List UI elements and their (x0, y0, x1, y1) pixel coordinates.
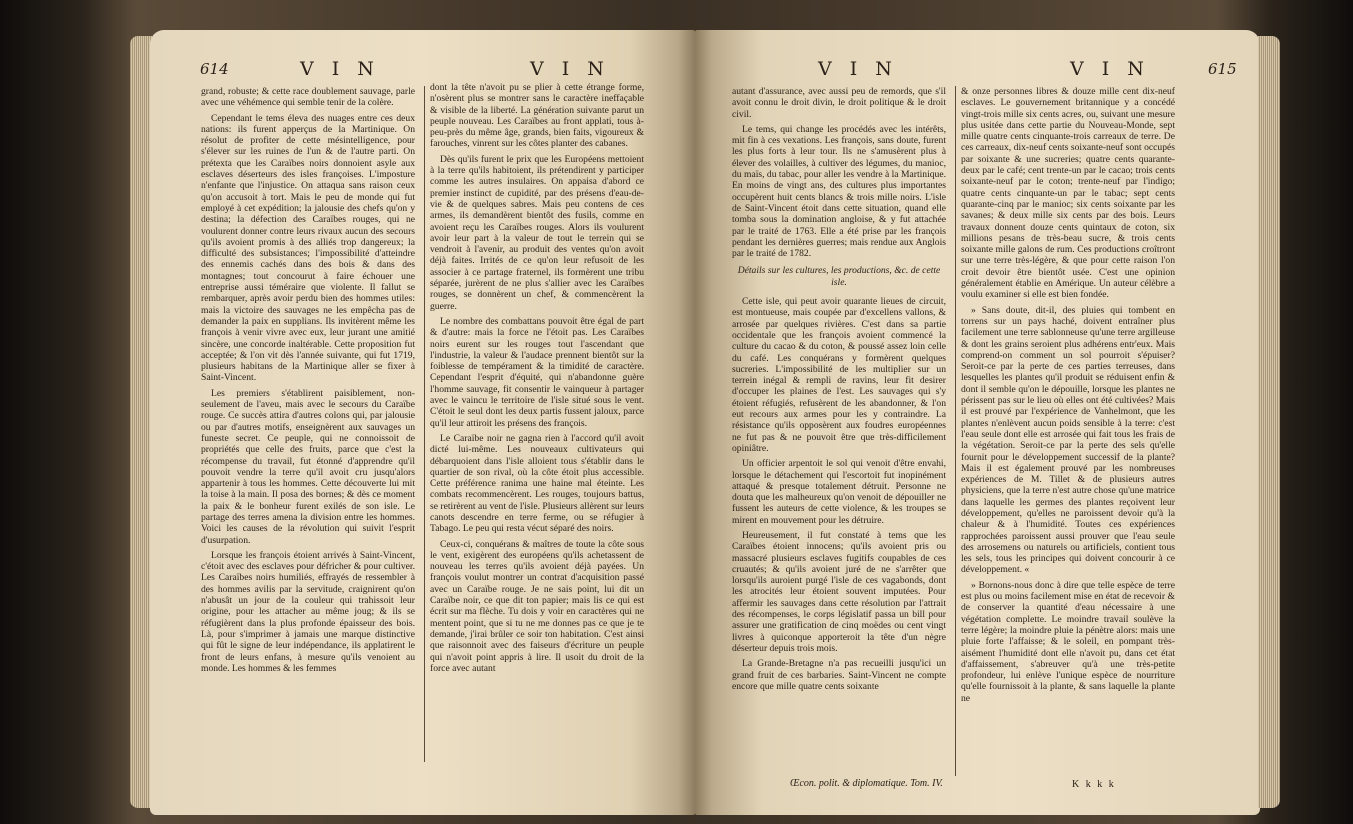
left-page-column-1 (201, 86, 415, 678)
paragraph: Le nombre des combattans pouvoit être égal de part & d'autre: mais la force ne l'étoit pas. Les Caraïbes noirs eurent sur les rouges tout l'ascendant que l'industrie, la valeur & l'audace prennent bientôt sur la foiblesse de tempérament & la timidité de caractère. Cependant l'esprit d'équité, qui n'abandonne guère l'homme sauvage, fit consentir le vainqueur à partager avec le vaincu le territoire de l'isle situé sous le vent. C'étoit le seul dont les deux partis fussent jaloux, parce qu'il leur attiroit les présens des françois. (430, 315, 644, 429)
paragraph: Cependant le tems éleva des nuages entre ces deux nations: ils furent apperçus de la Martinique. On résolut de profiter de cette mésintelligence, pour s'élever sur les ruines de l'un & de l'autre parti. On prétexta que les Caraïbes noirs donnoient asyle aux esclaves déserteurs des isles françoises. L'imposture n'enfante que l'injustice. On attaqua sans raison ceux qu'on accusoit à tort. Mais le peu de monde qui fut employé à cet expédition; la jalousie des chefs qu'on y destina; la défection des Caraïbes rouges, qui ne voulurent donner contre leurs rivaux aucun des secours qu'ils avoient promis à des alliés trop dangereux; la difficulté des subsistances; l'impossibilité d'atteindre des ennemis cachés dans des bois & dans des montagnes; tout concourut à faire échouer une entreprise aussi téméraire que violente. Il fallut se rembarquer, après avoir perdu bien des hommes utiles: mais la victoire des sauvages ne les empêcha pas de demander la paix en supplians. Ils invitèrent même les françois à venir vivre avec eux, leur jurant une amitié sincère, une concorde inaltérable. Cette proposition fut acceptée; & l'on vit dès l'année suivante, qui fut 1719, plusieurs habitans de la Martinique aller se fixer à Saint-Vincent. (201, 112, 415, 384)
left-page-edges (130, 36, 152, 808)
paragraph: Le Caraïbe noir ne gagna rien à l'accord qu'il avoit dicté lui-même. Les nouveaux cultivateurs qui débarquoient dans l'isle alloient tous s'établir dans le quartier de son rival, où la côte étoit plus accessible. Cette préférence ranima une haine mal éteinte. Les combats recommencèrent. Les rouges, toujours battus, se retirèrent au vent de l'isle. Plusieurs allèrent sur leurs canots descendre en terre ferme, ou se réfugier à Tabago. Le peu qui resta vécut séparé des noirs. (430, 432, 644, 535)
right-running-head (818, 58, 1278, 88)
paragraph: Un officier arpentoit le sol qui venoit d'être envahi, lorsque le détachement qui l'escortoit fut inopinément attaqué & presque totalement détruit. Personne ne douta que les malheureux qu'on venoit de dépouiller ne fussent les auteurs de cette violence, & les troupes se mirent en mouvement pour les détruire. (732, 458, 946, 526)
left-running-title: V I N (300, 58, 380, 80)
paragraph: Dès qu'ils furent le prix que les Européens mettoient à la terre qu'ils habitoient, ils prétendirent y participer comme les autres insulaires. On appaisa d'abord ce premier instinct de cupidité, par des présens d'eau-de-vie & de quelques sabres. Mais peu contens de ces armes, ils demandèrent bientôt des fusils, comme en avoient reçu les Caraïbes rouges. Alors ils voulurent avoir leur part à la valeur de tout le terrein qui se vendroit à l'avenir, au produit des ventes qu'on avoit déjà faites. Irrités de ce qu'on leur refusoit de les associer à ce partage fraternel, ils formèrent une tribu séparée, jurèrent de ne plus s'allier avec les Caraïbes rouges, se donnèrent un chef, & commencèrent la guerre. (430, 153, 644, 312)
paragraph: dont la tête n'avoit pu se plier à cette étrange forme, n'osèrent plus se montrer sans le caractère ineffaçable & visible de la liberté. La génération suivante parut un peuple nouveau. Les Caraïbes au front applati, tous à-peu-près du même âge, grands, bien faits, vigoureux & farouches, vinrent sur les côtes planter des cabanes. (430, 82, 644, 150)
paragraph: Heureusement, il fut constaté à tems que les Caraïbes étoient innocens; qu'ils avoient pris ou massacré plusieurs esclaves fugitifs coupables de ces cruautés; & qu'ils avoient juré de ne s'arrêter que lorsqu'ils auroient purgé l'isle de ces vagabonds, dont les atrocités leur étoient souvent imputées. Pour affermir les sauvages dans cette résolution par l'attrait des récompenses, le corps législatif passa un bill pour assurer une gratification de cinq moëdes ou cent vingt livres à quiconque apporteroit la tête d'un nègre déserteur depuis trois mois. (732, 529, 946, 654)
paragraph: Cette isle, qui peut avoir quarante lieues de circuit, est montueuse, mais coupée par d'excellens vallons, & arrosée par quelques rivières. C'est dans sa partie occidentale que les françois avoient commencé la culture du cacao & du coton, & poussé assez loin celle du café. Les conquérans y formèrent quelques sucreries. L'impossibilité de les multiplier sur un terrein inégal & rempli de ravins, leur fit desirer d'occuper les plaines de l'est. Les sauvages qui s'y étoient réfugiés, refusèrent de les abandonner, & l'on eut recours aux armes pour les y contraindre. La résistance qu'ils opposèrent aux foudres européennes ne fut pas & ne pouvoit être que très-difficilement opiniâtre. (732, 296, 946, 454)
left-column-rule (424, 86, 425, 762)
right-running-title: V I N (818, 58, 898, 80)
right-column-rule (955, 86, 956, 776)
paragraph: Les premiers s'établirent paisiblement, non-seulement de l'aveu, mais avec le secours du Caraïbe rouge. Ce succès attira d'autres colons qui, par jalousie ou par d'autres motifs, enseignèrent aux sauvages un funeste secret. Ce peuple, qui ne connoissoit de propriétés que celle des fruits, parce que c'est la récompense du travail, fut étonné d'apprendre qu'il pouvoit vendre la terre qu'il avoit cru jusqu'alors appartenir à tous les hommes. Cette découverte lui mit la toise à la main. Il posa des bornes; & dès ce moment la paix & le bonheur furent exilés de son isle. Le partage des terres amena la division entre les hommes. Voici les causes de la révolution qui suivit l'esprit d'usurpation. (201, 387, 415, 546)
paragraph: & onze personnes libres & douze mille cent dix-neuf esclaves. Le gouvernement britannique y a concédé vingt-trois mille six cents acres, ou, suivant une mesure plus usitée dans cette partie du Nouveau-Monde, sept mille quatre cents cinquante-trois carreaux de terre. De ces carreaux, dix-neuf cents soixante-neuf sont occupés par soixante & une sucreries; quatre cents quarante-deux par le café; cent trente-un par le cacao; trois cents soixante-neuf par le coton; trente-neuf par l'indigo; quatre cents cinquante-un par le tabac; sept cents quarante-cinq par le manioc; six cents soixante par les savanes; & deux mille six cents par des bois. Leurs travaux donnent douze cents quintaux de coton, six millions pesans de très-beau sucre, & trois cents soixante mille galons de rum. Ces productions croîtront sur une terre très-légère, & que pour cette raison l'on croit devoir être bientôt usée. C'est une opinion généralement établie en Amérique. Un auteur célèbre a voulu examiner si elle est bien fondée. (961, 86, 1175, 301)
paragraph: Lorsque les françois étoient arrivés à Saint-Vincent, c'étoit avec des esclaves pour défricher & pour cultiver. Les Caraïbes noirs humiliés, effrayés de ressembler à des hommes avilis par la servitude, craignirent qu'on n'abusât un jour de la couleur qui trahissoit leur origine, pour les attacher au même joug; & ils se réfugièrent dans la plus profonde épaisseur des bois. Là, pour s'imprimer à jamais une marque distinctive qui fût le signe de leur indépendance, ils applatirent le front de leurs enfans, à mesure qu'ils venoient au monde. Les hommes & les femmes (201, 549, 415, 674)
right-page-column-2 (961, 86, 1175, 708)
paragraph: » Sans doute, dit-il, des pluies qui tombent en torrens sur un pays haché, doivent entraîner plus facilement une terre sablonneuse qu'une terre argilleuse & dont les grains seroient plus adhérens entr'eux. Mais comprend-on comment un sol pourroit s'épuiser? Seroit-ce par la perte de ces parties terreuses, dans lesquelles les plantes qu'il produit se réduisent enfin & dont il semble qu'on le dépouille, lorsque les plantes ne périssent pas sur le lieu où elles ont été cultivées? Mais il est prouvé par l'expérience de Vanhelmont, que les plantes n'enlèvent aucun poids sensible à la terre: c'est l'eau seule dont elle est arrosée qui fait tous les frais de la végétation. Seroit-ce par la perte des sels qu'elle fournit pour le développement successif de la plante? Mais il est également prouvé par les nombreuses expériences de M. Tillet & de plusieurs autres physiciens, que la terre n'est autre chose qu'une matrice dans laquelle les germes des plantes reçoivent leur développement, qu'elles ne paroissent devoir qu'à la chaleur & à l'humidité. Toutes ces expériences rapprochées paroissent aussi prouver que l'eau seule des arrosemens ou naturels ou artificiels, contient tous les sels, tous les principes qui doivent concourir à ce développement. « (961, 304, 1175, 576)
paragraph: grand, robuste; & cette race doublement sauvage, parle avec une véhémence qui semble tenir de la colère. (201, 86, 415, 109)
right-page-column-1 (732, 86, 946, 696)
paragraph: Le tems, qui change les procédés avec les intérêts, mit fin à ces vexations. Les françois, sans doute, furent les plus forts à leur tour. Ils ne s'amusèrent plus à élever des volailles, à cultiver des légumes, du manioc, du maïs, du tabac, pour aller les vendre à la Martinique. En moins de vingt ans, des cultures plus importantes occupèrent huit cents blancs & trois mille noirs. L'isle de Saint-Vincent étoit dans cette situation, quand elle tomba sous la domination angloise, & y fut attachée par le traité de 1763. Elle a été prise par les françois pendant les dernières guerres; mais rendue aux Anglois par le traité de 1782. (732, 123, 946, 260)
signature-mark: K k k k (1072, 779, 1116, 790)
section-subheading: Détails sur les cultures, les productions, &c. de cette isle. (737, 265, 941, 288)
left-column-title: V I N (530, 58, 610, 80)
paragraph: autant d'assurance, avec aussi peu de remords, que s'il avoit connu le droit divin, le droit politique & le droit civil. (732, 86, 946, 120)
paragraph: Ceux-ci, conquérans & maîtres de toute la côte sous le vent, exigèrent des européens qu'ils achetassent de nouveau les terres qu'ils avoient déjà payées. Un françois voulut montrer un contrat d'acquisition passé avec un Caraïbe rouge. Je ne sais point, lui dit un Caraïbe noir, ce que dit ton papier; mais lis ce qui est écrit sur ma flèche. Tu dois y voir en caractères qui ne mentent point, que si tu ne me donnes pas ce que je te demande, j'irai brûler ce soir ton habitation. C'est ainsi que raisonnoit avec des faiseurs d'écriture un peuple qui n'avoit point appris à lire. Il usoit du droit de la force avec autant (430, 538, 644, 674)
left-page-number: 614 (200, 60, 229, 78)
right-page-edges (1258, 36, 1280, 808)
right-column-title: V I N (1070, 58, 1150, 80)
paragraph: » Bornons-nous donc à dire que telle espèce de terre est plus ou moins facilement mise en état de recevoir & de conserver la quantité d'eau nécessaire à une végétation complette. Le moindre travail soulève la terre légère; la moindre pluie la pénètre alors: mais une pluie forte l'affaisse; & le soleil, en pompant très-aisément l'humidité dont elle n'avoit pu, dans cet état d'affaissement, s'abreuver qu'à une très-petite profondeur, lui enlève l'unique espèce de nourriture qu'elle fournissoit à la plante, & sans laquelle la plante ne (961, 579, 1175, 704)
right-page-number: 615 (1208, 60, 1237, 78)
page-footer: Œcon. polit. & diplomatique. Tom. IV. (790, 778, 943, 789)
paragraph: La Grande-Bretagne n'a pas recueilli jusqu'ici un grand fruit de ces barbaries. Saint-Vincent ne compte encore que mille quatre cents soixante (732, 658, 946, 692)
left-page-column-2 (430, 82, 644, 678)
